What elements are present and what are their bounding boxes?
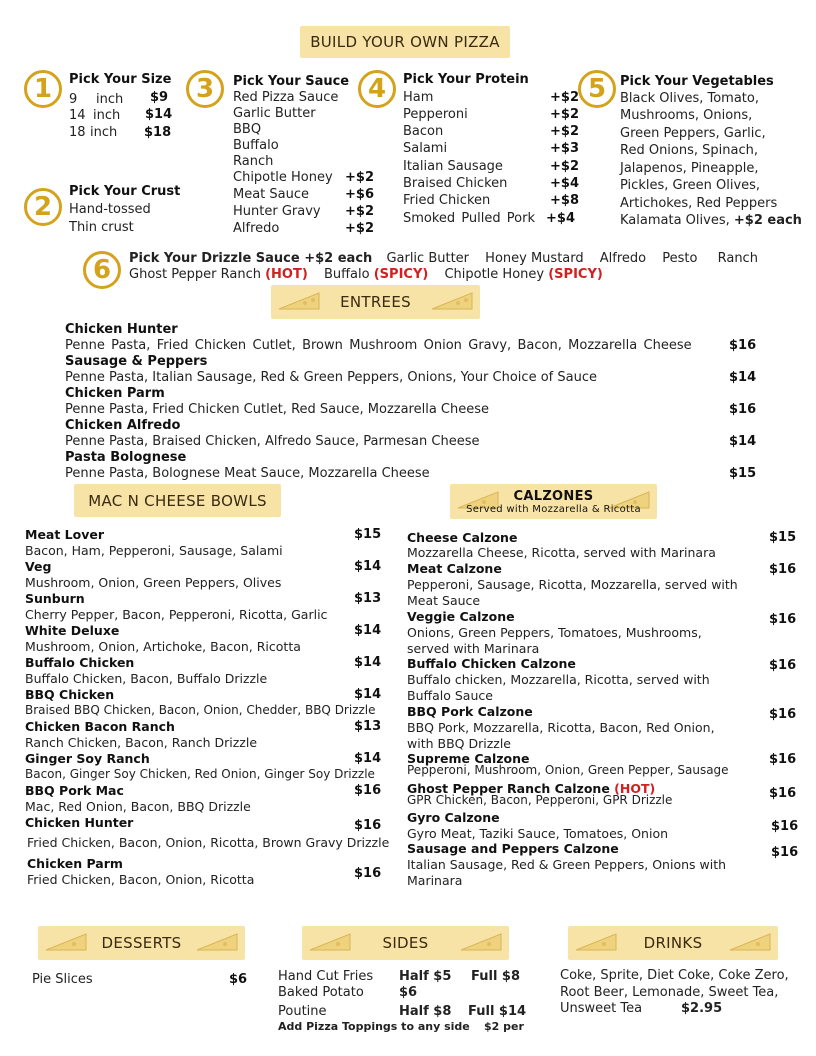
- mac-name: Chicken Bacon Ranch: [25, 719, 175, 734]
- entrees-banner: [271, 285, 480, 319]
- entree-desc: Penne Pasta, Fried Chicken Cutlet, Brown Mushroom Onion Gravy, Bacon, Mozzarella Cheese: [65, 338, 692, 353]
- mac-desc: Bacon, Ham, Pepperoni, Sausage, Salami: [25, 543, 283, 558]
- mac-desc: Cherry Pepper, Bacon, Pepperoni, Ricotta, Garlic: [25, 607, 328, 622]
- sauce-item: BBQ: [233, 122, 262, 137]
- calzone-name: Sausage and Peppers Calzone: [407, 841, 619, 856]
- veg-line: Jalapenos, Pineapple,: [620, 161, 759, 176]
- sauce-item: Ranch: [233, 154, 274, 169]
- drizzle-option: Pesto: [662, 251, 698, 266]
- entree-desc: Penne Pasta, Fried Chicken Cutlet, Red Sauce, Mozzarella Cheese: [65, 402, 490, 417]
- mac-desc: Fried Chicken, Bacon, Onion, Ricotta: [27, 872, 255, 887]
- protein-item: Smoked Pulled Pork: [403, 211, 535, 226]
- size-price: $14: [145, 107, 173, 122]
- drizzle-option: Honey Mustard: [485, 251, 584, 266]
- mac-name: White Deluxe: [25, 623, 120, 638]
- pizza-slice-icon: [459, 930, 503, 952]
- entree-desc: Penne Pasta, Italian Sausage, Red & Green Peppers, Onions, Your Choice of Sauce: [65, 370, 597, 385]
- dessert-name: Pie Slices: [32, 972, 93, 987]
- veg-line: [620, 213, 802, 228]
- step-3-circle: 3: [186, 70, 224, 108]
- pizza-slice-icon: [430, 289, 474, 311]
- mac-price: $16: [354, 866, 382, 881]
- drizzle-option: Alfredo: [599, 251, 647, 266]
- entree-name: Chicken Alfredo: [65, 418, 181, 433]
- drizzle-option: Garlic Butter: [386, 251, 470, 266]
- size-unit: inch: [96, 92, 124, 107]
- mac-price: $14: [354, 623, 382, 638]
- size-unit: inch: [93, 108, 121, 123]
- pizza-slice-icon: [728, 930, 772, 952]
- calzone-name: Supreme Calzone: [407, 751, 530, 766]
- side-price: $6: [399, 985, 418, 1000]
- calzone-price: $16: [771, 845, 799, 860]
- veg-line: Pickles, Green Olives,: [620, 178, 761, 193]
- hot-badge: (HOT): [265, 267, 308, 282]
- entree-price: $14: [729, 434, 757, 449]
- size-row: 14: [69, 108, 86, 123]
- drinks-last: Unsweet Tea: [560, 1001, 643, 1016]
- mac-price: $14: [354, 655, 382, 670]
- pizza-slice-icon: [574, 930, 618, 952]
- spicy-badge: (SPICY): [548, 267, 603, 282]
- entree-price: $15: [729, 466, 757, 481]
- sauce-price: +$2: [345, 221, 374, 236]
- mac-price: $14: [354, 751, 382, 766]
- mac-desc: Buffalo Chicken, Bacon, Buffalo Drizzle: [25, 671, 268, 686]
- protein-item: Fried Chicken: [403, 193, 491, 208]
- calzone-desc: Pepperoni, Sausage, Ricotta, Mozzarella, served with Meat Sauce: [407, 577, 738, 608]
- desserts-banner: [38, 926, 245, 960]
- side-toppings: Add Pizza Toppings to any side: [278, 1020, 470, 1033]
- mac-price: $14: [354, 559, 382, 574]
- calzone-name: BBQ Pork Calzone: [407, 704, 533, 719]
- drizzle-buffalo: Buffalo: [323, 267, 370, 282]
- side-name: Poutine: [278, 1004, 327, 1019]
- hot-badge: (HOT): [614, 781, 656, 796]
- calzone-desc: Buffalo chicken, Mozzarella, Ricotta, served with Buffalo Sauce: [407, 672, 710, 703]
- mac-name: BBQ Pork Mac: [25, 783, 124, 798]
- calzone-desc: Gyro Meat, Taziki Sauce, Tomatoes, Onion: [407, 826, 669, 841]
- calzone-name: Veggie Calzone: [407, 609, 515, 624]
- protein-price: +$4: [550, 176, 579, 191]
- drinks-list: Coke, Sprite, Diet Coke, Coke Zero, Root Beer, Lemonade, Sweet Tea,: [560, 968, 789, 1000]
- calzone-name: Cheese Calzone: [407, 530, 518, 545]
- size-row: 18: [69, 125, 86, 140]
- calzone-desc: BBQ Pork, Mozzarella, Ricotta, Bacon, Red Onion, with BBQ Drizzle: [407, 720, 715, 751]
- mac-name: Buffalo Chicken: [25, 655, 135, 670]
- calzones-title: CALZONES: [513, 488, 594, 504]
- mac-banner: [74, 484, 281, 517]
- mac-price: $13: [354, 591, 382, 606]
- sides-title: SIDES: [382, 934, 429, 952]
- build-pizza-banner: [300, 26, 510, 58]
- drizzle-option: Ranch: [717, 251, 758, 266]
- side-toppings-price: $2 per: [484, 1020, 524, 1033]
- protein-item: Pepperoni: [403, 107, 468, 122]
- mac-desc: Fried Chicken, Bacon, Onion, Ricotta, Brown Gravy Drizzle: [27, 835, 390, 850]
- sauce-item: Chipotle Honey: [233, 170, 333, 185]
- side-full-price: Full $14: [468, 1004, 527, 1019]
- veg-line: Artichokes, Red Peppers: [620, 196, 778, 211]
- entree-price: $14: [729, 370, 757, 385]
- calzone-desc: Mozzarella Cheese, Ricotta, served with Marinara: [407, 545, 716, 560]
- sauce-price: +$2: [345, 204, 374, 219]
- side-half-price: Half $5: [399, 969, 452, 984]
- mac-name: Veg: [25, 559, 52, 574]
- side-name: Baked Potato: [278, 985, 364, 1000]
- veg-line: Mushrooms, Onions,: [620, 108, 753, 123]
- sides-banner: [302, 926, 509, 960]
- side-full-price: Full $8: [471, 969, 521, 984]
- calzone-desc: GPR Chicken, Bacon, Pepperoni, GPR Drizzle: [407, 793, 673, 807]
- step-2-circle: 2: [24, 188, 62, 226]
- mac-desc: Mac, Red Onion, Bacon, BBQ Drizzle: [25, 799, 251, 814]
- calzone-name: Gyro Calzone: [407, 810, 500, 825]
- sauce-item: Alfredo: [233, 221, 280, 236]
- size-price: $18: [144, 125, 172, 140]
- sauce-price: +$2: [345, 170, 374, 185]
- calzone-name: Buffalo Chicken Calzone: [407, 656, 576, 671]
- mac-price: $15: [354, 527, 382, 542]
- mac-desc: Mushroom, Onion, Artichoke, Bacon, Ricotta: [25, 639, 301, 654]
- mac-name: Chicken Parm: [27, 856, 123, 871]
- protein-price: +$2: [550, 107, 579, 122]
- protein-item: Braised Chicken: [403, 176, 508, 191]
- mac-price: $16: [354, 818, 382, 833]
- mac-price: $16: [354, 783, 382, 798]
- entree-name: Chicken Hunter: [65, 322, 178, 337]
- drizzle-chipotle: Chipotle Honey: [444, 267, 545, 282]
- entree-desc: Penne Pasta, Braised Chicken, Alfredo Sauce, Parmesan Cheese: [65, 434, 480, 449]
- sauce-item: Hunter Gravy: [233, 204, 321, 219]
- calzone-price: $16: [769, 707, 797, 722]
- protein-item: Bacon: [403, 124, 444, 139]
- calzone-desc: Italian Sausage, Red & Green Peppers, Onions with Marinara: [407, 857, 727, 888]
- crust-option: Thin crust: [69, 220, 134, 235]
- protein-price: +$3: [550, 141, 579, 156]
- veg-line: Black Olives, Tomato,: [620, 91, 759, 106]
- pizza-slice-icon: [277, 289, 321, 311]
- veg-title: Pick Your Vegetables: [620, 74, 774, 89]
- drizzle-ghost: Ghost Pepper Ranch: [129, 267, 261, 282]
- calzone-price: $16: [769, 658, 797, 673]
- mac-name: Meat Lover: [25, 527, 105, 542]
- pizza-slice-icon: [44, 930, 88, 952]
- sauce-price: +$6: [345, 187, 374, 202]
- entrees-title: ENTREES: [340, 293, 411, 311]
- mac-desc: Ranch Chicken, Bacon, Ranch Drizzle: [25, 735, 258, 750]
- calzone-name: Meat Calzone: [407, 561, 502, 576]
- desserts-title: DESSERTS: [101, 934, 182, 952]
- dessert-price: $6: [229, 972, 248, 987]
- drinks-banner: [568, 926, 778, 960]
- calzone-price: $16: [769, 612, 797, 627]
- step-4-circle: 4: [358, 70, 396, 108]
- veg-extra-price: +$2 each: [733, 213, 802, 228]
- mac-name: Sunburn: [25, 591, 85, 606]
- protein-item: Italian Sausage: [403, 159, 503, 174]
- veg-last: Kalamata Olives,: [620, 213, 730, 228]
- drinks-title: DRINKS: [643, 934, 703, 952]
- mac-name: BBQ Chicken: [25, 687, 115, 702]
- calzone-name: Ghost Pepper Ranch Calzone (HOT): [407, 781, 656, 796]
- calzone-price: $16: [771, 819, 799, 834]
- crust-title: Pick Your Crust: [69, 184, 181, 199]
- protein-item: Salami: [403, 141, 448, 156]
- calzones-subtitle: Served with Mozzarella & Ricotta: [466, 503, 641, 515]
- side-name: Hand Cut Fries: [278, 969, 374, 984]
- entree-name: Pasta Bolognese: [65, 450, 187, 465]
- sauce-item: Red Pizza Sauce: [233, 90, 339, 105]
- mac-name: Ginger Soy Ranch: [25, 751, 150, 766]
- protein-price: +$2: [550, 90, 579, 105]
- mac-desc: Bacon, Ginger Soy Chicken, Red Onion, Ginger Soy Drizzle: [25, 767, 375, 781]
- spicy-badge: (SPICY): [373, 267, 429, 282]
- entree-desc: Penne Pasta, Bolognese Meat Sauce, Mozzarella Cheese: [65, 466, 430, 481]
- mac-price: $13: [354, 719, 382, 734]
- protein-item: Ham: [403, 90, 434, 105]
- pizza-slice-icon: [308, 930, 352, 952]
- mac-desc: Braised BBQ Chicken, Bacon, Onion, Chedder, BBQ Drizzle: [25, 703, 376, 717]
- step-6-circle: 6: [83, 251, 121, 289]
- side-half-price: Half $8: [399, 1004, 452, 1019]
- mac-title: MAC N CHEESE BOWLS: [88, 491, 267, 510]
- entree-price: $16: [729, 338, 757, 353]
- size-unit: inch: [90, 125, 118, 140]
- calzone-price: $16: [769, 786, 797, 801]
- crust-option: Hand-tossed: [69, 202, 151, 217]
- sauce-item: Garlic Butter: [233, 106, 316, 121]
- calzones-banner: [450, 484, 657, 519]
- protein-price: +$2: [550, 159, 579, 174]
- protein-price: +$8: [550, 193, 579, 208]
- calzone-desc: Onions, Green Peppers, Tomatoes, Mushrooms, served with Marinara: [407, 625, 702, 656]
- size-price: $9: [150, 90, 169, 105]
- calzone-desc: Pepperoni, Mushroom, Onion, Green Pepper, Sausage: [407, 763, 729, 777]
- sauce-item: Meat Sauce: [233, 187, 310, 202]
- step-1-circle: 1: [24, 70, 62, 108]
- protein-price: +$4: [546, 211, 575, 226]
- sauce-item: Buffalo: [233, 138, 279, 153]
- pizza-slice-icon: [195, 930, 239, 952]
- entree-price: $16: [729, 402, 757, 417]
- build-pizza-title: BUILD YOUR OWN PIZZA: [310, 33, 500, 51]
- mac-price: $14: [354, 687, 382, 702]
- entree-name: Sausage & Peppers: [65, 354, 208, 369]
- size-row: 9: [69, 92, 78, 107]
- protein-title: Pick Your Protein: [403, 72, 529, 87]
- calzone-price: $16: [769, 752, 797, 767]
- sauce-title: Pick Your Sauce: [233, 74, 350, 89]
- step-5-circle: 5: [578, 70, 616, 108]
- mac-desc: Mushroom, Onion, Green Peppers, Olives: [25, 575, 282, 590]
- drizzle-title: Pick Your Drizzle Sauce +$2 each: [129, 251, 373, 266]
- entree-name: Chicken Parm: [65, 386, 165, 401]
- veg-line: Red Onions, Spinach,: [620, 143, 758, 158]
- drizzle-line-2: [129, 267, 603, 282]
- protein-price: +$2: [550, 124, 579, 139]
- calzone-price: $16: [769, 562, 797, 577]
- veg-line: Green Peppers, Garlic,: [620, 126, 766, 141]
- size-title: Pick Your Size: [69, 72, 172, 87]
- drinks-price: $2.95: [681, 1001, 723, 1016]
- mac-name: Chicken Hunter: [25, 815, 134, 830]
- calzone-price: $15: [769, 530, 797, 545]
- drizzle-line-1: [129, 251, 758, 266]
